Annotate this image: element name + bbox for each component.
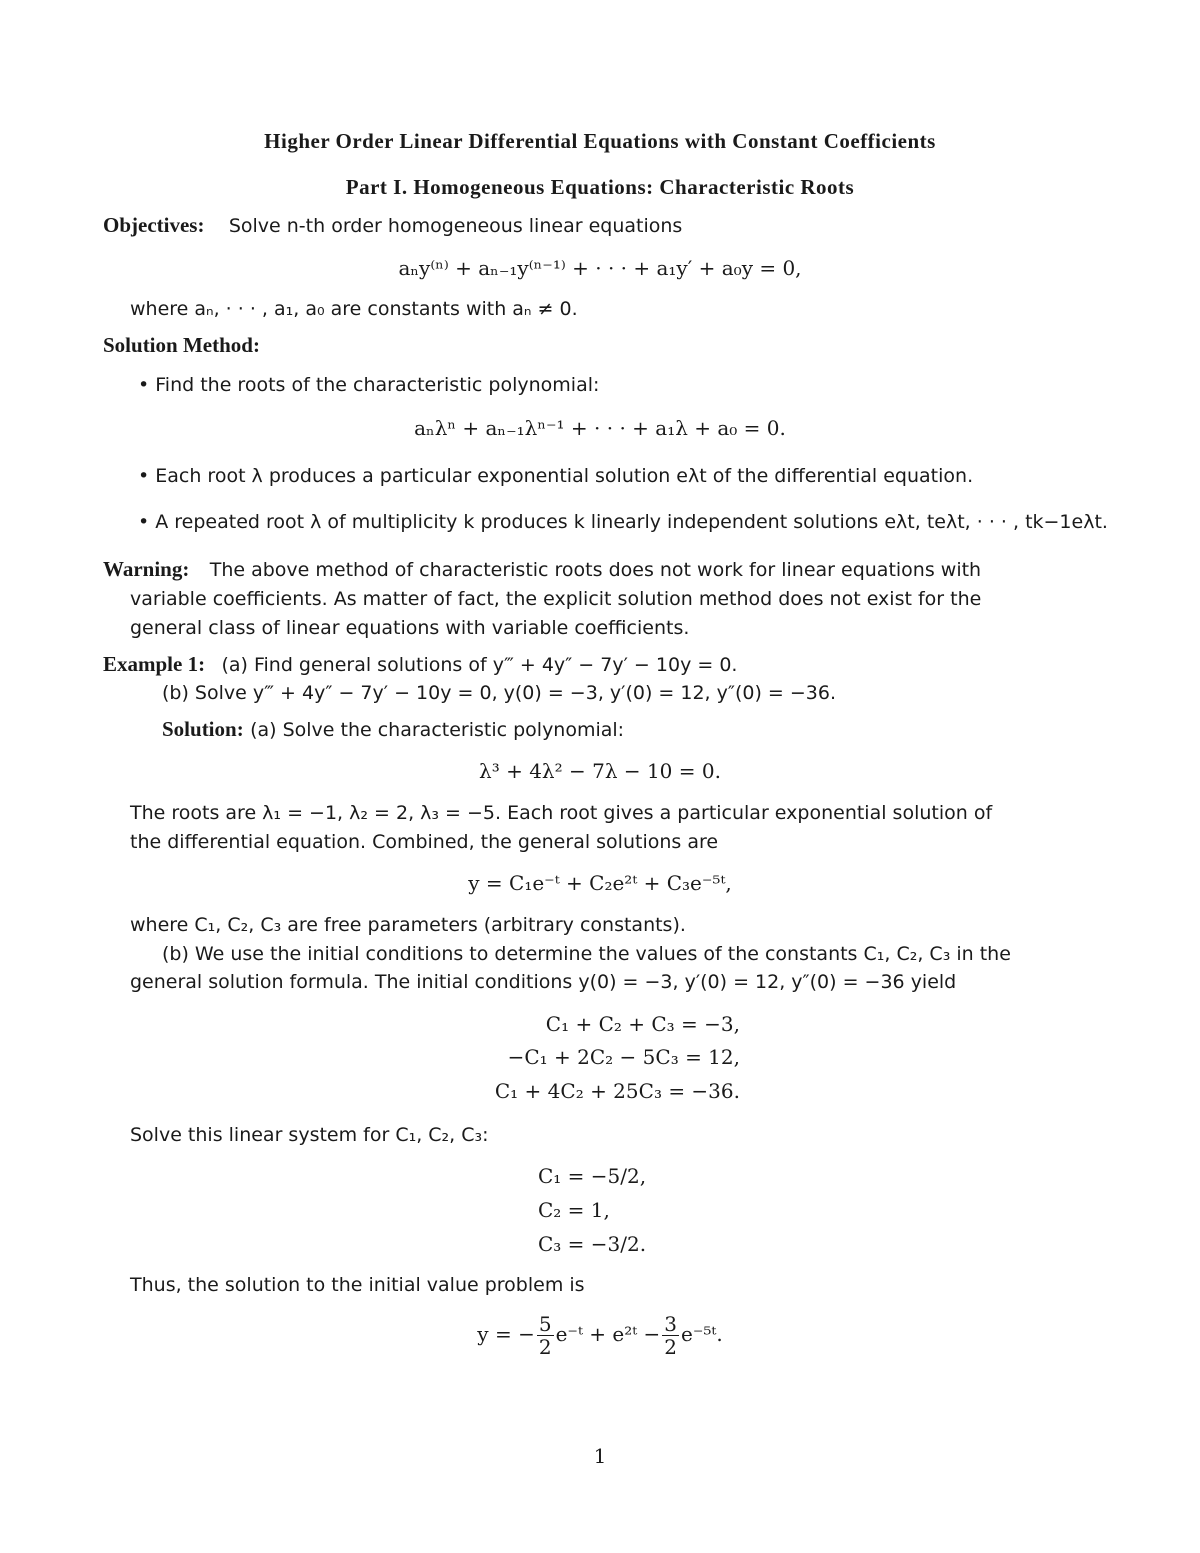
- fraction-3-over-2: [662, 1313, 679, 1358]
- thus-line: Thus, the solution to the initial value problem is: [130, 1274, 585, 1296]
- roots-line-1: The roots are λ₁ = −1, λ₂ = 2, λ₃ = −5. Each root gives a particular exponential solution of: [130, 802, 993, 824]
- cubic-equation: λ³ + 4λ² − 7λ − 10 = 0.: [479, 759, 721, 783]
- example-label: Example 1:: [103, 652, 206, 676]
- section-subtitle: Part I. Homogeneous Equations: Characteristic Roots: [345, 175, 855, 199]
- page-title: Higher Order Linear Differential Equations with Constant Coefficients: [264, 129, 936, 153]
- warning-line-1: [103, 556, 981, 583]
- part-b-line-1: (b) We use the initial conditions to determine the values of the constants C₁, C₂, C₃ in the: [162, 943, 1011, 965]
- final-lhs: y = −: [477, 1322, 535, 1346]
- roots-line-2: the differential equation. Combined, the general solutions are: [130, 831, 719, 853]
- solve-system-line: Solve this linear system for C₁, C₂, C₃:: [130, 1124, 489, 1146]
- example-part-a: (a) Find general solutions of y‴ + 4y″ − 7y′ − 10y = 0.: [221, 654, 738, 676]
- method-bullet-1: • Find the roots of the characteristic polynomial:: [138, 374, 600, 396]
- part-b-line-2: general solution formula. The initial conditions y(0) = −3, y′(0) = 12, y″(0) = −36 yield: [130, 971, 957, 993]
- final-middle: e⁻ᵗ + e²ᵗ −: [555, 1322, 661, 1346]
- constant-c2: C₂ = 1,: [538, 1198, 610, 1222]
- final-solution: [0, 1312, 1200, 1358]
- page-number: 1: [593, 1444, 607, 1468]
- objectives-label: Objectives:: [103, 213, 205, 237]
- free-params-line: where C₁, C₂, C₃ are free parameters (arbitrary constants).: [130, 914, 686, 936]
- fraction-denominator: 2: [664, 1335, 677, 1359]
- fraction-numerator: 3: [664, 1312, 677, 1336]
- final-end: e⁻⁵ᵗ.: [681, 1322, 723, 1346]
- constant-c1: C₁ = −5/2,: [538, 1164, 647, 1188]
- constant-c3: C₃ = −3/2.: [538, 1232, 647, 1256]
- solution-a-text: (a) Solve the characteristic polynomial:: [250, 719, 625, 741]
- system-eq-2: −C₁ + 2C₂ − 5C₃ = 12,: [507, 1045, 740, 1069]
- method-bullet-2: • Each root λ produces a particular exponential solution eλt of the differential equation.: [138, 465, 974, 487]
- warning-text-1: The above method of characteristic roots does not work for linear equations with: [209, 559, 982, 581]
- homogeneous-equation: aₙy⁽ⁿ⁾ + aₙ₋₁y⁽ⁿ⁻¹⁾ + · · · + a₁y′ + a₀y = 0,: [398, 256, 802, 280]
- warning-text-3: general class of linear equations with variable coefficients.: [130, 617, 690, 639]
- characteristic-polynomial: aₙλⁿ + aₙ₋₁λⁿ⁻¹ + · · · + a₁λ + a₀ = 0.: [414, 416, 786, 440]
- general-solution: y = C₁e⁻ᵗ + C₂e²ᵗ + C₃e⁻⁵ᵗ,: [468, 871, 732, 895]
- fraction-5-over-2: [537, 1313, 554, 1358]
- system-eq-1: C₁ + C₂ + C₃ = −3,: [545, 1012, 740, 1036]
- objectives-line: [103, 212, 682, 239]
- objectives-where: where aₙ, · · · , a₁, a₀ are constants with aₙ ≠ 0.: [130, 298, 578, 320]
- method-label: Solution Method:: [103, 333, 260, 357]
- example-part-b: (b) Solve y‴ + 4y″ − 7y′ − 10y = 0, y(0) = −3, y′(0) = 12, y″(0) = −36.: [162, 682, 837, 704]
- method-bullet-3: • A repeated root λ of multiplicity k produces k linearly independent solutions eλt, teλt, · · · , tk−1eλt.: [138, 511, 1108, 533]
- fraction-numerator: 5: [538, 1312, 552, 1336]
- warning-text-2: variable coefficients. As matter of fact, the explicit solution method does not exist for the: [130, 588, 982, 610]
- objectives-text: Solve n-th order homogeneous linear equations: [228, 215, 683, 237]
- example-line-a: [103, 651, 737, 678]
- system-eq-3: C₁ + 4C₂ + 25C₃ = −36.: [494, 1079, 740, 1103]
- solution-label: Solution:: [162, 717, 244, 741]
- fraction-denominator: 2: [538, 1335, 552, 1359]
- solution-line: [162, 716, 624, 743]
- warning-label: Warning:: [103, 557, 190, 581]
